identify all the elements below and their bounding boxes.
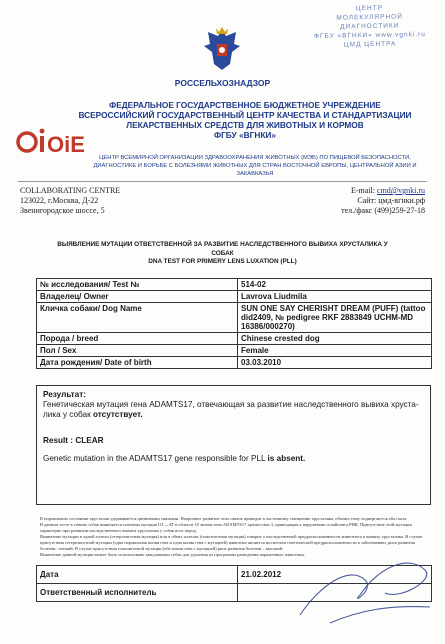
address-line: Звенигородское шоссе, 5 bbox=[20, 206, 105, 215]
address-line: COLLABORATING CENTRE bbox=[20, 186, 121, 195]
agency-name: РОССЕЛЬХОЗНАДЗОР bbox=[174, 78, 271, 88]
title-ru: СОБАК bbox=[211, 249, 234, 257]
responsible-label: Ответственный исполнитель bbox=[37, 584, 238, 602]
oie-logo bbox=[14, 120, 85, 160]
footnote-paragraph: В нормальном состоянии хрусталик удерживается цинновыми связками. Непрочное развитие этих связок приводит к частичному смещению хрусталика, обычно тому подвергаются оба глаза. bbox=[40, 516, 408, 521]
address-line: 123022, г.Москва, Д-22 bbox=[20, 196, 99, 205]
row-label: Дата рождения/ Date of birth bbox=[37, 357, 238, 369]
result-line bbox=[43, 436, 104, 445]
oie-line: ЦЕНТР ВСЕМИРНОЙ ОРГАНИЗАЦИИ ЗДРАВООХРАНЕНИЯ ЖИВОТНЫХ (МЭБ) ПО ПИЩЕВОЙ БЕЗОПАСНОСТИ, bbox=[99, 155, 411, 161]
stamp-line: ЦМД ЦЕНТРА bbox=[343, 40, 397, 49]
stamp-line: ЦЕНТР bbox=[355, 4, 384, 13]
date-label: Дата bbox=[37, 566, 238, 584]
result-label: Result : bbox=[43, 436, 76, 445]
title-en: DNA TEST FOR PRIMERY LENS LUXATION (PLL) bbox=[148, 258, 297, 265]
table-row bbox=[37, 345, 432, 357]
footnote-paragraph: В данном тесте в геноме собак выявляется точечная мутация GT→AT в области 10 экзона гена ADAMTS17 хромосомы 3, приводящая к нарушению сплайсинга РНК. Присутствие этой мутации характерно при развитии наследственного вывиха хрусталика у собак всех пород. bbox=[40, 522, 412, 533]
row-label: Владелец/ Owner bbox=[37, 291, 238, 303]
email-line bbox=[341, 186, 425, 196]
row-label: Пол / Sex bbox=[37, 345, 238, 357]
address-right bbox=[341, 186, 425, 216]
document-title bbox=[14, 241, 431, 267]
result-ru-line2 bbox=[43, 410, 428, 420]
divider bbox=[18, 181, 427, 182]
dog-info-table bbox=[36, 278, 432, 369]
stamp-line: ДИАГНОСТИКИ bbox=[340, 22, 400, 31]
row-value: Chinese crested dog bbox=[238, 333, 432, 345]
email-label: E-mail: bbox=[350, 186, 377, 195]
institution-line: ВСЕРОССИЙСКИЙ ГОСУДАРСТВЕННЫЙ ЦЕНТР КАЧЕСТВА И СТАНДАРТИЗАЦИИ bbox=[78, 110, 412, 120]
result-ru-line: Генетическая мутация гена ADAMTS17, отвечающая за развитие наследственного вывиха хруста- bbox=[43, 400, 419, 409]
footnote-paragraph: Выявление мутации в одной аллели (гетерозиготная мутация) или в обеих аллелях (гомозиготная мутация) говорит о наследственной предрасположенности животного к вывиху хрусталика. В случае присутствия гетерозиготной мутации (одна нормальная копия гена и одна копия гена с мутацией) животное является носителем генетической предрасположенности к заболеванию, риск развития болезни - низкий. В случае присутствия гомозиготной мутации (обе копии гена с мутацией) риск развития болезни – высокий. bbox=[40, 534, 423, 551]
row-label: Порода / breed bbox=[37, 333, 238, 345]
row-label: Кличка собаки/ Dog Name bbox=[37, 303, 238, 333]
address-left bbox=[20, 186, 120, 216]
oie-logo-text: OiE bbox=[47, 132, 85, 157]
result-heading: Результат: bbox=[43, 390, 86, 399]
eagle-emblem-icon bbox=[202, 26, 242, 72]
row-value: 514-02 bbox=[238, 279, 432, 291]
stamp-line: МОЛЕКУЛЯРНОЙ bbox=[336, 13, 403, 22]
result-ru bbox=[43, 400, 428, 420]
stamp-line: ФГБУ «ВГНКИ» www.vgnki.ru bbox=[313, 31, 426, 40]
row-value: Female bbox=[238, 345, 432, 357]
table-row bbox=[37, 279, 432, 291]
table-row bbox=[37, 357, 432, 369]
result-ru-text: лика у собак bbox=[43, 410, 93, 419]
result-en-verdict: is absent. bbox=[267, 454, 306, 463]
result-box bbox=[36, 385, 431, 505]
oie-center-text bbox=[76, 154, 434, 178]
signature-mark bbox=[290, 545, 440, 630]
institution-line: ФГБУ «ВГНКИ» bbox=[214, 130, 276, 140]
oie-line: ДИАГНОСТИКЕ И БОРЬБЕ С БОЛЕЗНЯМИ ЖИВОТНЫХ ДЛЯ СТРАН ВОСТОЧНОЙ ЕВРОПЫ, ЦЕНТРАЛЬНОЙ АЗИИ И bbox=[93, 163, 417, 169]
site-line: Сайт: цмд-вгнки.рф bbox=[357, 196, 425, 205]
institution-line: ЛЕКАРСТВЕННЫХ СРЕДСТВ ДЛЯ ЖИВОТНЫХ И КОРМОВ bbox=[126, 120, 364, 130]
phone-line: тел./факс (499)259-27-18 bbox=[341, 206, 425, 215]
result-ru-verdict: отсутствует. bbox=[92, 410, 143, 419]
table-row bbox=[37, 291, 432, 303]
result-en bbox=[43, 454, 305, 463]
oie-line: ЗАКАВКАЗЬЯ bbox=[236, 171, 274, 177]
lab-stamp bbox=[299, 3, 440, 75]
institution-line: ФЕДЕРАЛЬНОЕ ГОСУДАРСТВЕННОЕ БЮДЖЕТНОЕ УЧРЕЖДЕНИЕ bbox=[109, 100, 381, 110]
result-en-text: Genetic mutation in the ADAMTS17 gene responsible for PLL bbox=[43, 454, 268, 463]
table-row bbox=[37, 333, 432, 345]
row-value: SUN ONE SAY CHERISHT DREAM (PUFF) (tattoo did2409, № pedigree RKF 2883849 UCHM-MD 16386/000270) bbox=[238, 303, 432, 333]
date-value: 21.02.2012 bbox=[238, 566, 432, 584]
title-ru: ВЫЯВЛЕНИЕ МУТАЦИИ ОТВЕТСТВЕННОЙ ЗА РАЗВИТИЕ НАСЛЕДСТВЕННОГО ВЫВИХА ХРУСТАЛИКА У bbox=[57, 241, 388, 248]
row-value: 03.03.2010 bbox=[238, 357, 432, 369]
email-link[interactable]: cmd@vgnki.ru bbox=[376, 186, 425, 195]
footnote-paragraph: Выявление данной мутации может быть использовано заводчиками собак для удаления из программы разведения пораженных животных. bbox=[40, 552, 306, 557]
row-label: № исследования/ Test № bbox=[37, 279, 238, 291]
institution-name bbox=[60, 100, 430, 140]
result-value: CLEAR bbox=[75, 436, 104, 445]
row-value: Lavrova Liudmila bbox=[238, 291, 432, 303]
table-row bbox=[37, 303, 432, 333]
